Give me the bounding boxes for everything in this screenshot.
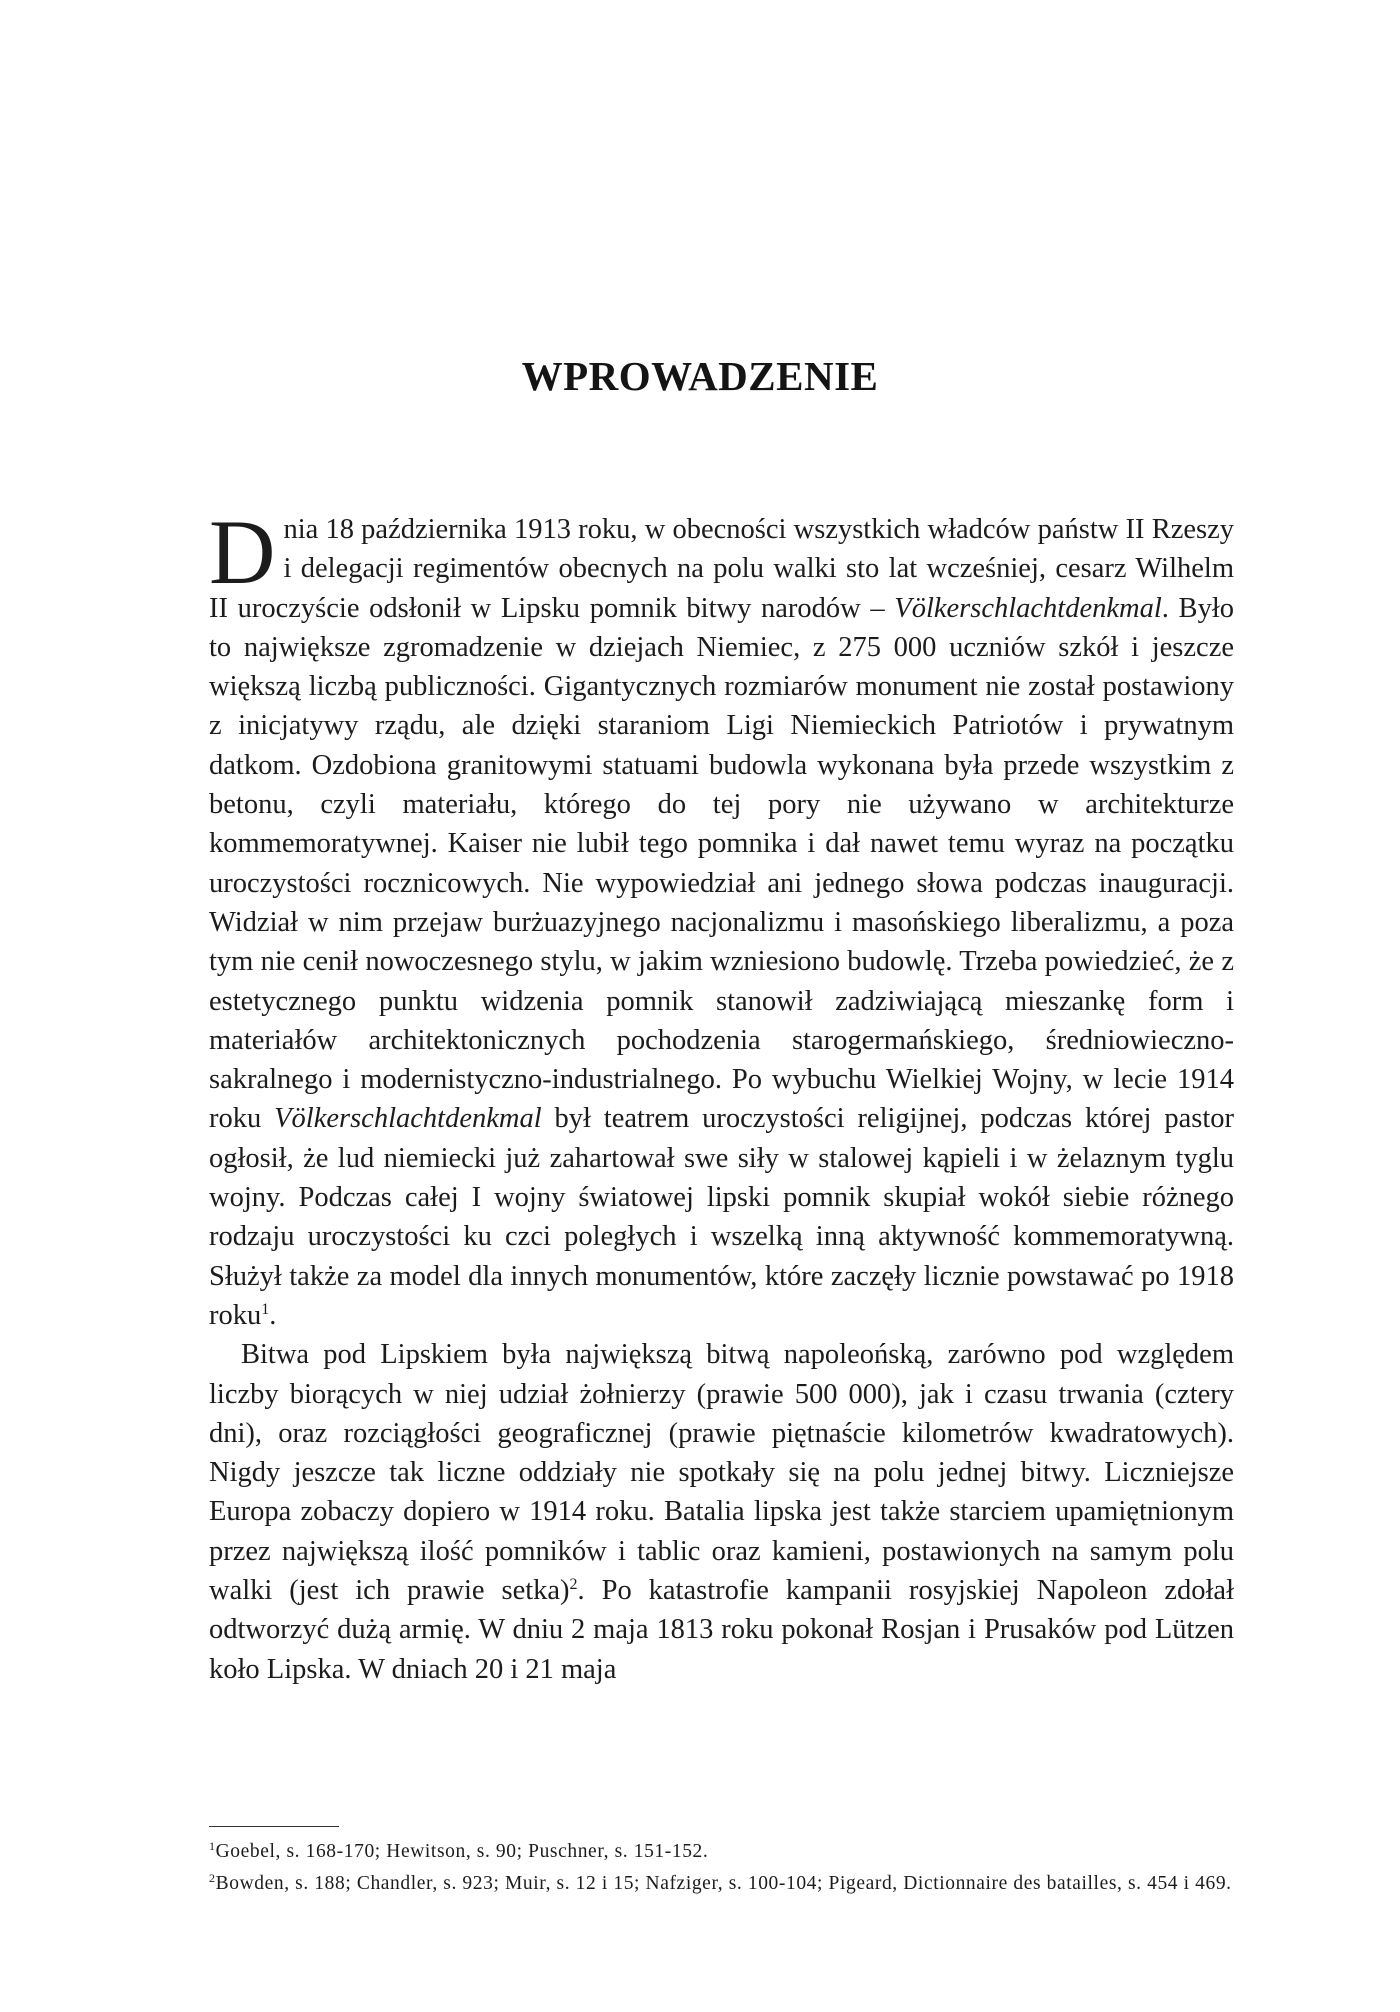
footnote-text: Goebel, s. 168-170; Hewitson, s. 90; Puschner, s. 151-152. [215,1841,709,1862]
footnote-ref-1[interactable]: 1 [261,1300,270,1318]
paragraph-1-text-b: . Było to największe zgromadzenie w dziejach Niemiec, z 275 000 uczniów szkół i jeszcze większą liczbą publiczności. Gigantycznych rozmiarów monument nie został postawiony z inicjatywy rządu, ale dzięki staraniom Ligi Niemieckich Patriotów i prywatnym datkom. Ozdobiona granitowymi statuami budowla wykonana była przede wszystkim z betonu, czyli materiału, którego do tej pory nie używano w architekturze kommemoratywnej. Kaiser nie lubił tego pomnika i dał nawet temu wyraz na początku uroczystości rocznicowych. Nie wypowiedział ani jednego słowa podczas inauguracji. Widział w nim przejaw burżuazyjnego nacjonalizmu i masońskiego liberalizmu, a poza tym nie cenił nowoczesnego stylu, w jakim wzniesiono budowlę. Trzeba powiedzieć, że z estetycznego punktu widzenia pomnik stanowił zadziwiającą mieszankę form i materiałów architektonicznych pochodzenia starogermańskiego, średniowieczno-sakralnego i modernistyczno-industrialnego. Po wybuchu Wielkiej Wojny, w lecie 1914 roku [209,592,1234,1135]
footnotes [209,1838,1234,1902]
drop-cap: D [209,501,276,603]
paragraph-2 [209,1335,1234,1689]
chapter-title: WPROWADZENIE [521,353,879,399]
paragraph-1-italic-b: Völkerschlachtdenkmal [274,1103,542,1135]
footnote-divider [209,1826,339,1827]
footnote [209,1838,1234,1866]
paragraph-1 [209,501,1234,1335]
paragraph-1-end: . [269,1299,277,1331]
paragraph-2-text-b: . Po katastrofie kampanii rosyjskiej Napoleon zdołał odtworzyć dużą armię. W dniu 2 maja 1813 roku pokonał Rosjan i Prusaków pod Lützen koło Lipska. W dniach 20 i 21 maja [209,1575,1234,1685]
body-text [209,501,1234,1689]
footnote-number: 1 [209,1839,216,1853]
paragraph-1-text-a: nia 18 października 1913 roku, w obecności wszystkich władców państw II Rzeszy i delegacji regimentów obecnych na polu walki sto lat wcześniej, cesarz Wilhelm II uroczyście odsłonił w Lipsku pomnik bitwy narodów – [209,514,1234,624]
footnote-ref-2[interactable]: 2 [569,1576,578,1594]
footnote [209,1870,1234,1898]
paragraph-1-text-c: był teatrem uroczystości religijnej, podczas której pastor ogłosił, że lud niemiecki już zahartował swe siły w stalowej kąpieli i w żelaznym tyglu wojny. Podczas całej I wojny światowej lipski pomnik skupiał wokół siebie różnego rodzaju uroczystości ku czci poległych i wszelką inną aktywność kommemoratywną. Służył także za model dla innych monumentów, które zaczęły licznie powstawać po 1918 roku [209,1103,1234,1331]
paragraph-2-text-a: Bitwa pod Lipskiem była największą bitwą napoleońską, zarówno pod względem liczby biorących w niej udział żołnierzy (prawie 500 000), jak i czasu trwania (cztery dni), oraz rozciągłości geograficznej (prawie piętnaście kilometrów kwadratowych). Nigdy jeszcze tak liczne oddziały nie spotkały się na polu jednej bitwy. Liczniejsze Europa zobaczy dopiero w 1914 roku. Batalia lipska jest także starciem upamiętnionym przez największą ilość pomników i tablic oraz kamieni, postawionych na samym polu walki (jest ich prawie setka) [209,1339,1234,1607]
footnote-text: Bowden, s. 188; Chandler, s. 923; Muir, s. 12 i 15; Nafziger, s. 100-104; Pigeard, Dictionnaire des batailles, s. 454 i 469. [215,1873,1232,1894]
paragraph-1-italic-a: Völkerschlachtdenkmal [894,592,1162,624]
footnote-number: 2 [209,1871,216,1885]
